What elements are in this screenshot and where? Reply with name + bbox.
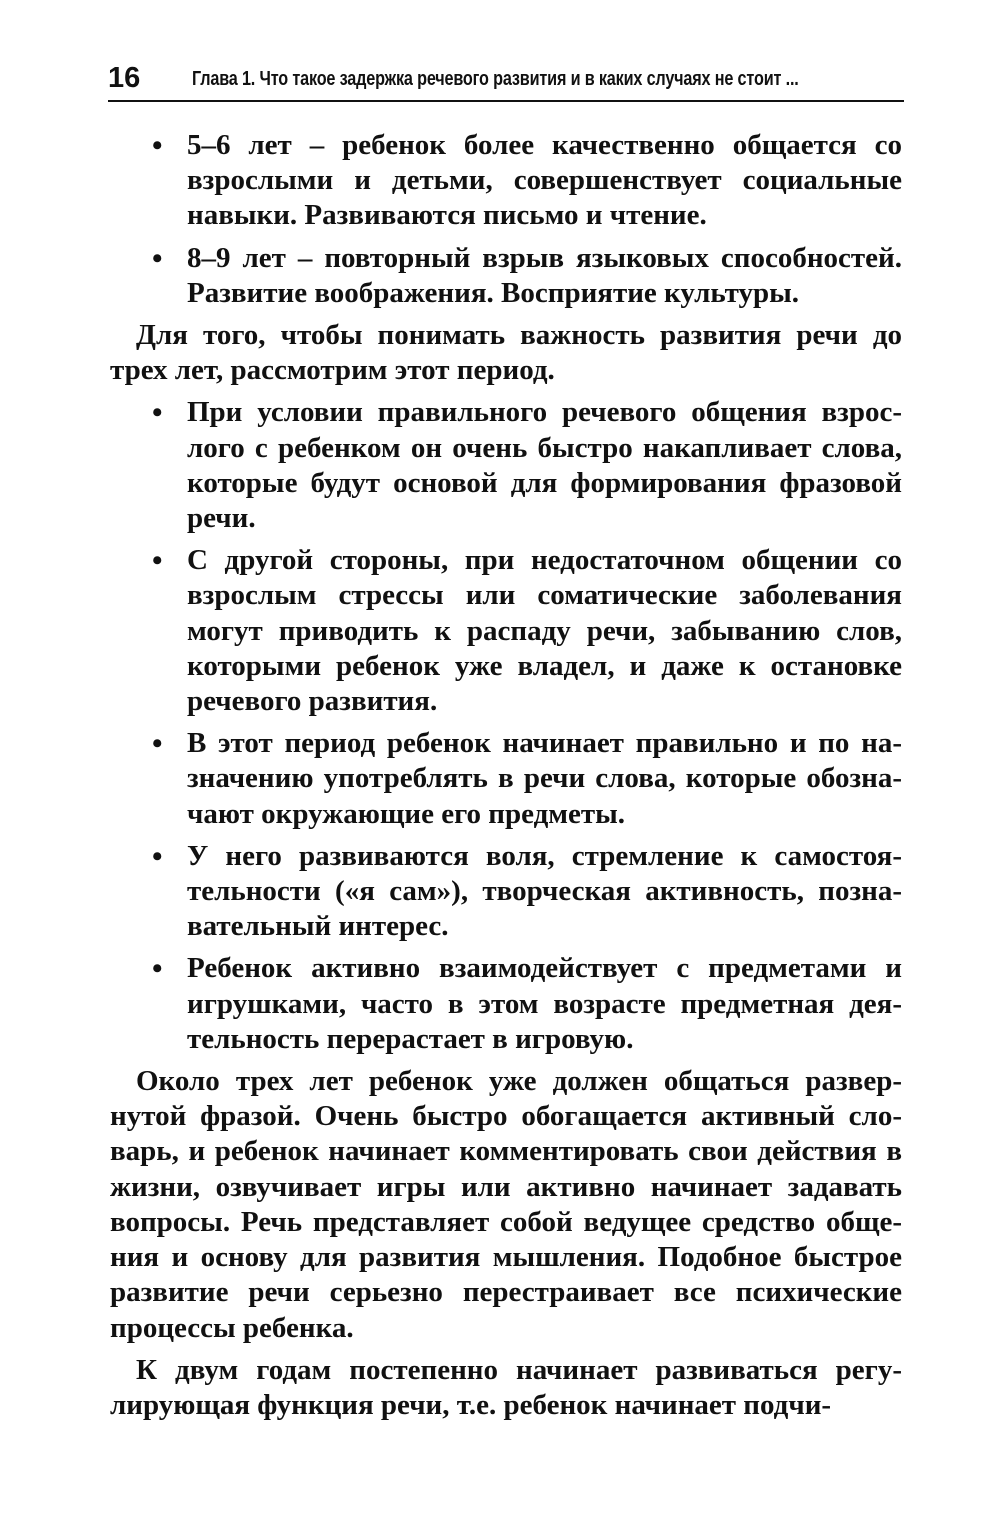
body-paragraph: Для того, чтобы понимать важность развития речи до трех лет, рассмотрим этот период.: [110, 319, 902, 387]
bullet-list-period: [110, 395, 902, 1057]
list-item: • При условии правильного речевого общения взрослого с ребенком он очень быстро накапливает слова, которые будут основой для формирования фразовой речи.: [110, 395, 902, 536]
list-item: • У него развиваются воля, стремление к самостоятельности («я сам»), творческая активность, познавательный интерес.: [110, 839, 902, 945]
list-item: • В этот период ребенок начинает правильно и по назначению употреблять в речи слова, которые обозначают окружающие его предметы.: [110, 726, 902, 832]
list-item: • 8–9 лет – повторный взрыв языковых способностей. Развитие воображения. Восприятие культуры.: [110, 241, 902, 311]
page-body: [110, 128, 902, 1430]
list-item: • С другой стороны, при недостаточном общении со взрослым стрессы или соматические заболевания могут приводить к распаду речи, забыванию слов, которыми ребенок уже владел, и даже к остановке речевого развития.: [110, 543, 902, 719]
body-paragraph: Около трех лет ребенок уже должен общаться развернутой фразой. Очень быстро обогащается активный словарь, и ребенок начинает комментировать свои действия в жизни, озвучивает игры или активно начинает задавать вопросы. Речь представляет собой ведущее средство общения и основу для развития мышления. Подобное быстрое развитие речи серьезно перестраивает все психические процессы ребенка.: [110, 1065, 902, 1344]
running-title: Глава 1. Что такое задержка речевого развития и в каких случаях не стоит ...: [192, 68, 799, 90]
body-paragraph: К двум годам постепенно начинает развиваться регулирующая функция речи, т.е. ребенок начинает подчи-: [110, 1353, 902, 1421]
bullet-list-age-stages: [110, 128, 902, 311]
list-item: • Ребенок активно взаимодействует с предметами и игрушками, часто в этом возрасте предметная деятельность перерастает в игровую.: [110, 951, 902, 1057]
list-item: • 5–6 лет – ребенок более качественно общается со взрослыми и детьми, совершенствует социальные навыки. Развиваются письмо и чтение.: [110, 128, 902, 234]
page-header: [108, 60, 904, 102]
page-number: 16: [108, 62, 141, 94]
